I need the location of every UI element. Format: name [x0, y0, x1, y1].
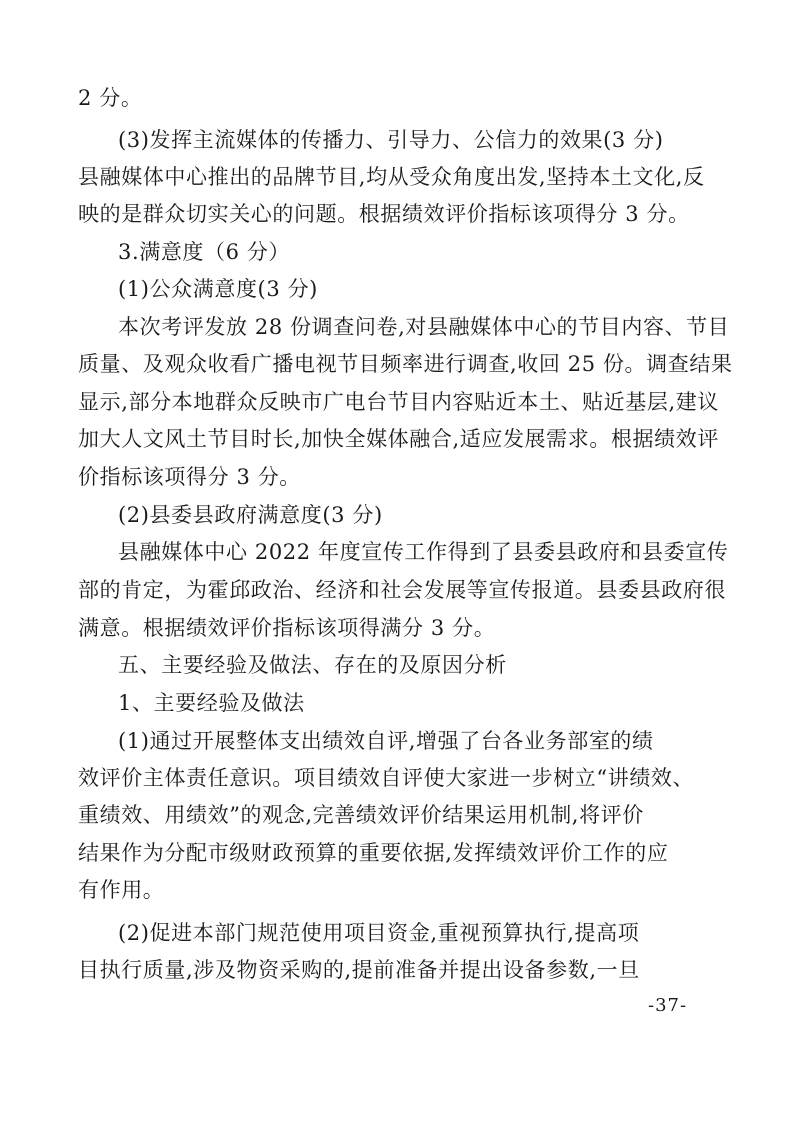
subsection-heading: 1、主要经验及做法	[118, 691, 305, 715]
text-line: 有作用。	[78, 878, 165, 902]
text-line: (2)促进本部门规范使用项目资金,重视预算执行,提高项	[118, 921, 640, 945]
text-line: (1)通过开展整体支出绩效自评,增强了台各业务部室的绩	[118, 729, 654, 753]
text-line: 映的是群众切实关心的问题。根据绩效评价指标该项得分 3 分。	[78, 202, 690, 226]
section-heading: 五、主要经验及做法、存在的及原因分析	[118, 653, 507, 677]
subheading: (1)公众满意度(3 分)	[118, 277, 318, 301]
text-line: 本次考评发放 28 份调查问卷,对县融媒体中心的节目内容、节目	[118, 315, 730, 339]
page-number: -37-	[648, 995, 688, 1016]
text-line: 重绩效、用绩效”的观念,完善绩效评价结果运用机制,将评价	[78, 803, 644, 827]
text-line: 质量、及观众收看广播电视节目频率进行调查,收回 25 份。调查结果	[78, 352, 733, 376]
text-line: 目执行质量,涉及物资采购的,提前准备并提出设备参数,一旦	[78, 958, 640, 982]
text-line: 效评价主体责任意识。项目绩效自评使大家进一步树立“讲绩效、	[78, 766, 695, 790]
text-line: 部的肯定，为霍邱政治、经济和社会发展等宣传报道。县委县政府很	[78, 578, 726, 602]
text-line: 满意。根据绩效评价指标该项得满分 3 分。	[78, 616, 496, 640]
text-line: 价指标该项得分 3 分。	[78, 465, 301, 489]
text-line: 结果作为分配市级财政预算的重要依据,发挥绩效评价工作的应	[78, 841, 669, 865]
text-line: 县融媒体中心 2022 年度宣传工作得到了县委县政府和县委宣传	[118, 540, 729, 564]
text-line: 县融媒体中心推出的品牌节目,均从受众角度出发,坚持本土文化,反	[78, 165, 705, 189]
section-heading: 3.满意度（6 分）	[118, 240, 291, 264]
text-line: 显示,部分本地群众反映市广电台节目内容贴近本土、贴近基层,建议	[78, 390, 719, 414]
text-line: 2 分。	[78, 86, 143, 110]
subheading: (3)发挥主流媒体的传播力、引导力、公信力的效果(3 分)	[118, 128, 664, 152]
text-line: 加大人文风土节目时长,加快全媒体融合,适应发展需求。根据绩效评	[78, 427, 719, 451]
subheading: (2)县委县政府满意度(3 分)	[118, 503, 383, 527]
